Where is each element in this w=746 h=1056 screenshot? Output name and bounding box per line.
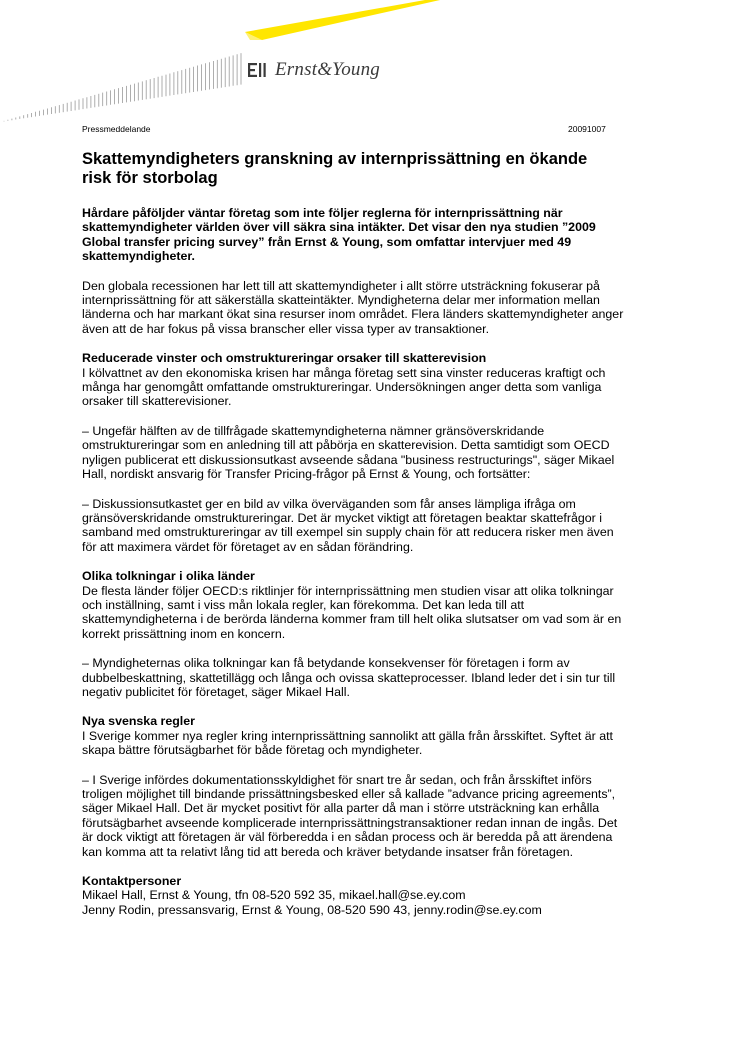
section-heading: Nya svenska regler	[82, 714, 195, 729]
document-type: Pressmeddelande	[82, 124, 151, 134]
ey-beam-logo-icon	[247, 61, 269, 79]
paragraph: I kölvattnet av den ekonomiska krisen har många företag sett sina vinster reduceras kraftigt och många har genomgått omfattande omstruktureringar. Undersökningen anger detta som vanliga orsaker till skatterevisioner.	[82, 365, 606, 409]
contact-line[interactable]: Jenny Rodin, pressansvarig, Ernst & Young, 08-520 590 43, jenny.rodin@se.ey.com	[82, 902, 542, 917]
paragraph: De flesta länder följer OECD:s riktlinjer för internprissättning men studien visar att olika tolkningar och inställning, samt i viss mån lokala regler, kan förekomma. Det kan leda till att skattemyndigheterna i de berörda länderna kommer fram till helt olika slutsatser om vad som är en korrekt prissättning inom en koncern.	[82, 583, 622, 641]
paragraph: – Diskussionsutkastet ger en bild av vilka överväganden som får anses lämpliga ifråga om gränsöverskridande omstruktureringar. Det är mycket viktigt att företagen beaktar skattefrågor i samband med omstruktureringar av till exempel sin supply chain för att reducera risker men även för att maximera värdet för företaget av en sådan förändring.	[82, 496, 614, 554]
logo-text: Ernst&Young	[275, 59, 380, 80]
page-title: Skattemyndigheters granskning av internprissättning en ökande risk för storbolag	[82, 150, 588, 187]
decorative-stripes	[0, 53, 241, 122]
contacts-heading: Kontaktpersoner	[82, 874, 182, 889]
contact-line[interactable]: Mikael Hall, Ernst & Young, tfn 08-520 592 35, mikael.hall@se.ey.com	[82, 888, 466, 903]
article	[82, 150, 662, 917]
document-date: 20091007	[568, 124, 606, 134]
lead-paragraph: Hårdare påföljder väntar företag som inte följer reglerna för internprissättning när skattemyndigheter världen över vill säkra sina intäkter. Det visar den nya studien ”2009 Global transfer pricing survey” från Ernst & Young, som omfattar intervjuer med 49 skattemyndigheter.	[82, 206, 596, 264]
paragraph: – Ungefär hälften av de tillfrågade skattemyndigheterna nämner gränsöverskridande omstruktureringar som en anledning till att påbörja en skatterevision. Detta samtidigt som OECD nyligen publicerat ett diskussionsutkast avseende sådana "business restructurings", säger Mikael Hall, nordiskt ansvarig för Transfer Pricing-frågor på Ernst & Young, och fortsätter:	[82, 423, 615, 482]
yellow-beam	[245, 0, 440, 40]
paragraph: I Sverige kommer nya regler kring internprissättning sannolikt att gälla från årsskiftet. Syftet är att skapa bättre förutsägbarhet för både företag och myndigheter.	[82, 728, 613, 758]
paragraph: – Myndigheternas olika tolkningar kan få betydande konsekvenser för företagen i form av dubbelbeskattning, skattetillägg och långa och ovissa skatteprocesser. Ibland leder det i sin tur till negativ publicitet för företaget, säger Mikael Hall.	[82, 656, 616, 699]
intro-paragraph: Den globala recessionen har lett till att skattemyndigheter i allt större utsträckning fokuserar på internprissättning för att säkerställa skatteintäkter. Myndigheterna delar mer information mellan länderna och har markant ökat sina resurser inom området. Flera länders skattemyndigheter anger även att de har fokus på vissa branscher eller vissa typer av transaktioner.	[82, 278, 624, 336]
company-logo	[247, 57, 380, 83]
contacts-list	[82, 888, 662, 917]
section-heading: Olika tolkningar i olika länder	[82, 569, 255, 584]
section-heading: Reducerade vinster och omstruktureringar orsaker till skatterevision	[82, 351, 487, 366]
paragraph: – I Sverige infördes dokumentationsskyldighet för snart tre år sedan, och från årsskiftet införs troligen möjlighet till bindande prissättningsbesked eller så kallade ”advance pricing agreements”, säger Mikael Hall. Det är mycket positivt för alla parter då man i större utsträckning kan erhålla förutsägbarhet avseende komplicerade internprissättningstransaktioner redan innan de ingås. Det är dock viktigt att företagen är väl förberedda i en sådan process och är beredda på att ärendena kan komma att ta relativt lång tid att bereda och kräver betydande insatser från företagen.	[82, 772, 618, 859]
